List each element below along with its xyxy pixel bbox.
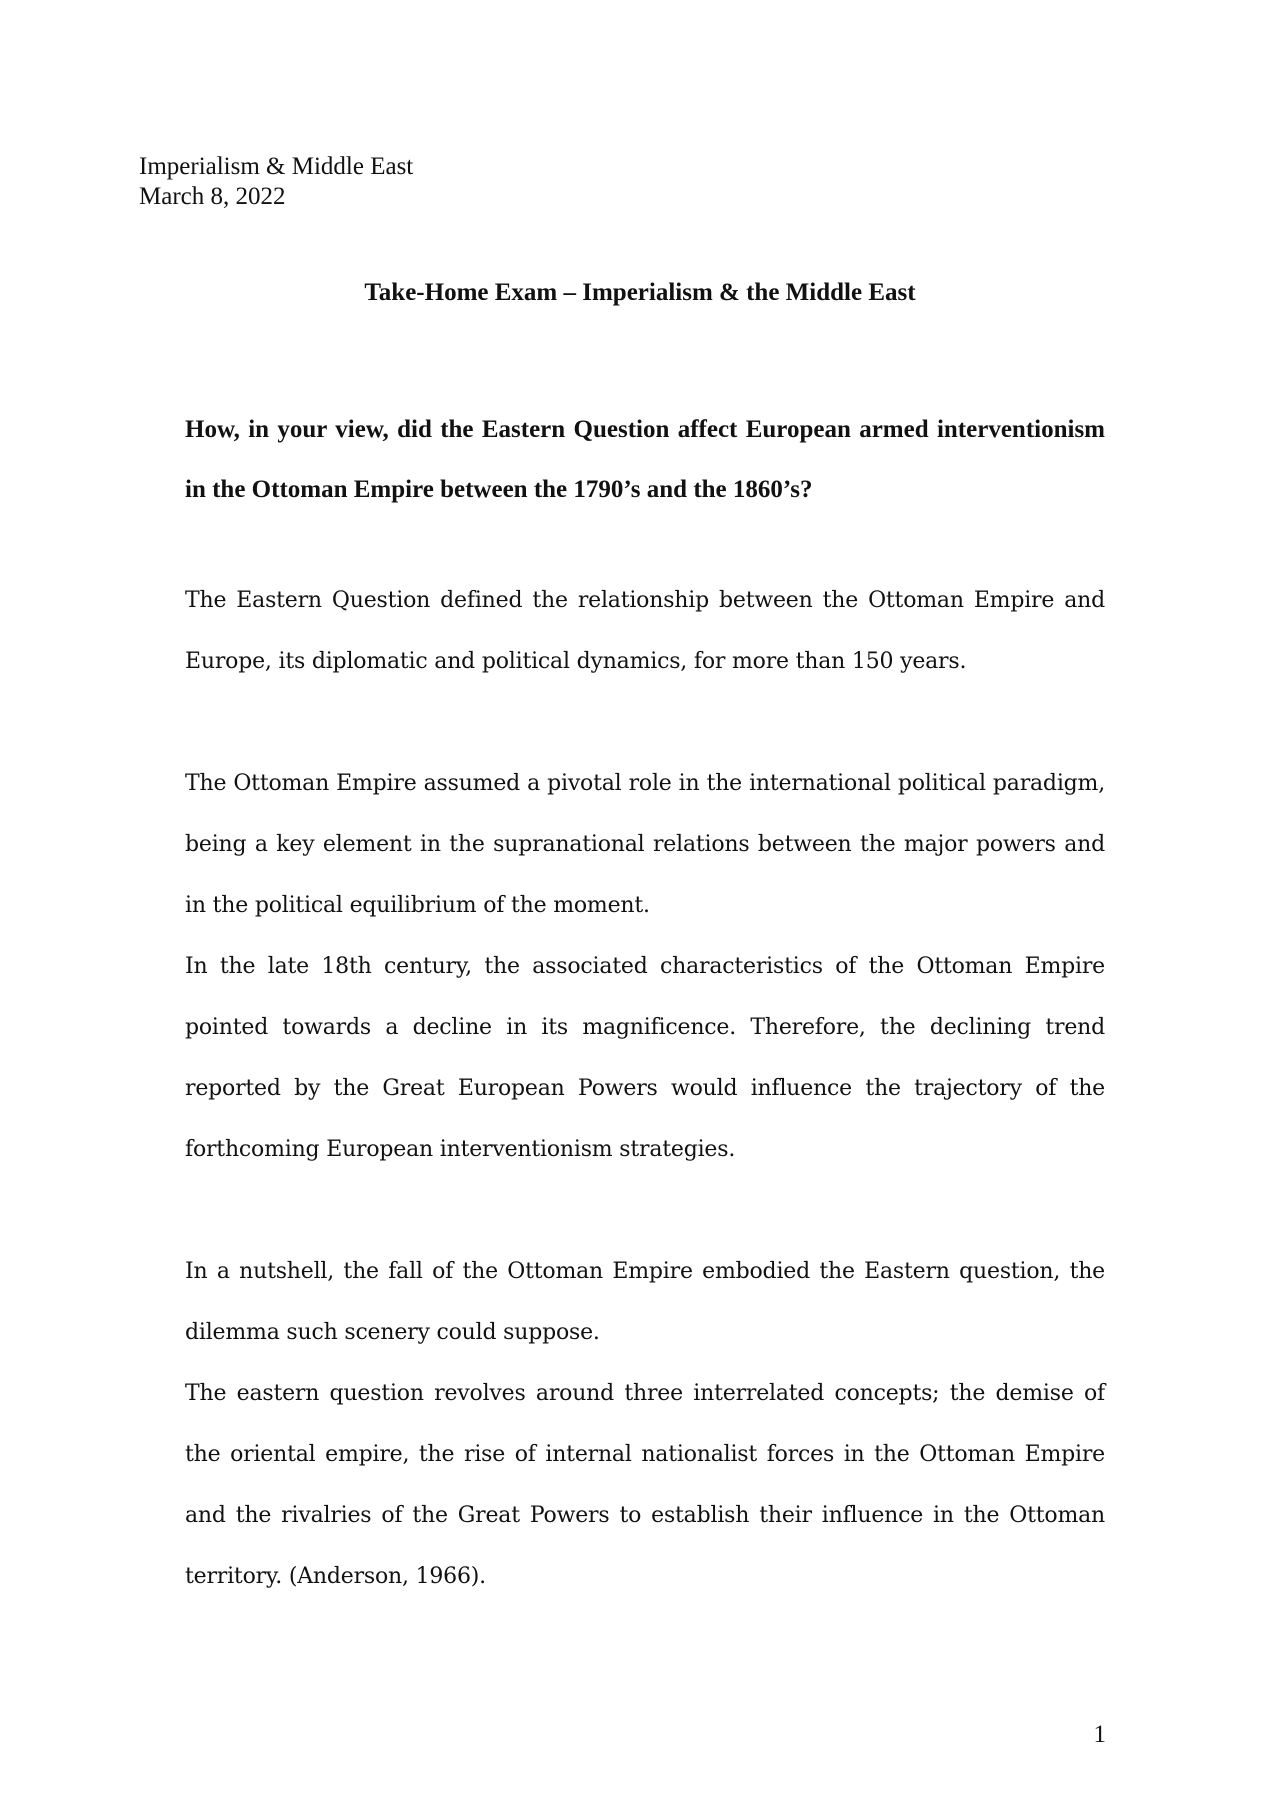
body-paragraph: The Ottoman Empire assumed a pivotal role in the international political paradigm, being a key element in the supranational relations between the major powers and in the political equilibrium of the moment. [185, 771, 1105, 918]
body-paragraph: The eastern question revolves around three interrelated concepts; the demise of the oriental empire, the rise of internal nationalist forces in the Ottoman Empire and the rivalries of the Great Powers to establish their influence in the Ottoman territory. (Anderson, 1966). [185, 1381, 1105, 1589]
document-header [139, 152, 413, 212]
course-name: Imperialism & Middle East [139, 153, 414, 180]
exam-question: How, in your view, did the Eastern Question affect European armed interventionism in the Ottoman Empire between the 1790’s and the 1860’s? [185, 416, 1105, 503]
page-number: 1 [1093, 1721, 1106, 1748]
body-paragraph: In the late 18th century, the associated characteristics of the Ottoman Empire pointed towards a decline in its magnificence. Therefore, the declining trend reported by the Great European Powers would influence the trajectory of the forthcoming European interventionism strategies. [185, 954, 1105, 1162]
body-paragraph: In a nutshell, the fall of the Ottoman Empire embodied the Eastern question, the dilemma such scenery could suppose. [185, 1259, 1105, 1345]
body-paragraph: The Eastern Question defined the relationship between the Ottoman Empire and Europe, its diplomatic and political dynamics, for more than 150 years. [185, 588, 1105, 674]
document-date: March 8, 2022 [139, 183, 286, 210]
exam-title: Take-Home Exam – Imperialism & the Middle East [364, 279, 916, 306]
